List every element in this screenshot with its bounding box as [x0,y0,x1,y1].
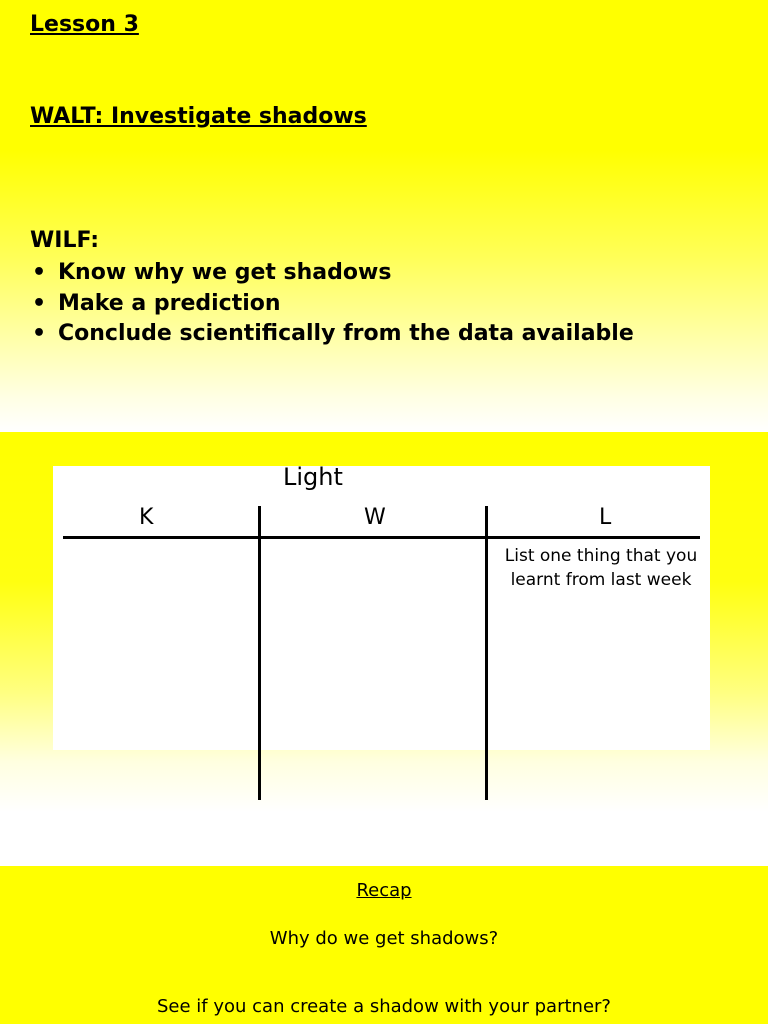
kwl-l-note: List one thing that you learnt from last week [504,546,698,590]
wilf-heading: WILF: [30,228,100,253]
walt-objective: WALT: Investigate shadows [30,104,367,129]
lesson-slide [0,0,768,432]
kwl-header-w: W [364,505,386,530]
kwl-header-k: K [139,505,154,530]
kwl-header-l: L [599,505,612,530]
lesson-title: Lesson 3 [30,12,139,37]
wilf-item: • Know why we get shadows [30,258,634,289]
kwl-divider-1 [258,506,261,800]
kwl-header-rule [63,536,700,539]
recap-slide [0,866,768,1024]
kwl-divider-2 [485,506,488,800]
wilf-item: • Conclude scientifically from the data available [30,319,634,350]
recap-question-1: Why do we get shadows? [269,928,499,949]
kwl-slide [0,432,768,866]
recap-question-2: See if you can create a shadow with your partner? [157,996,611,1017]
wilf-item: • Make a prediction [30,289,634,320]
recap-heading: Recap [356,880,412,901]
wilf-list [30,258,634,350]
kwl-title: Light [283,463,343,491]
